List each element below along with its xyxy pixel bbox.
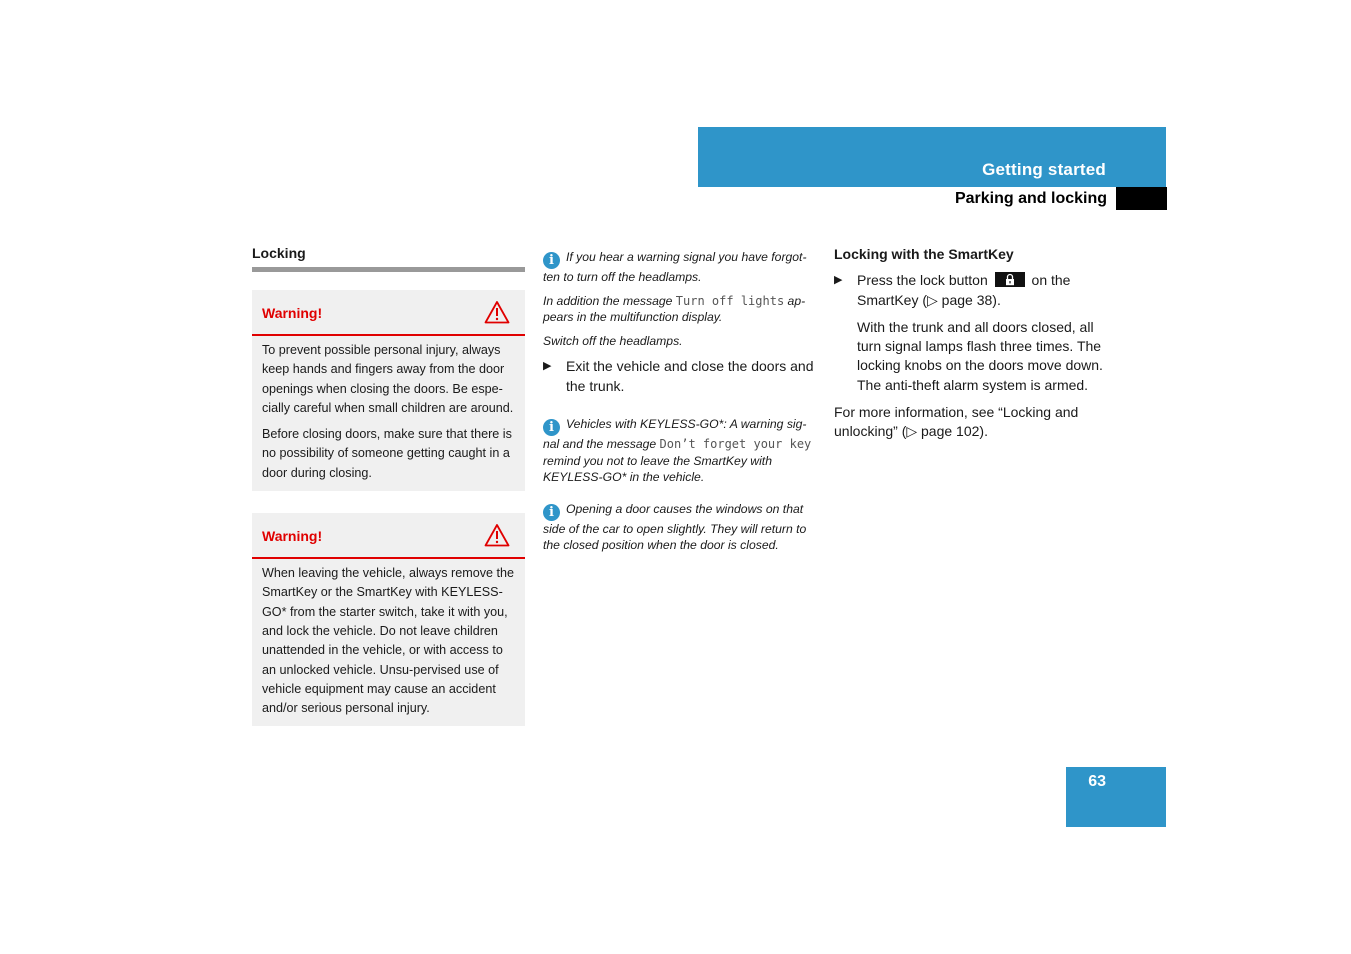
chapter-title: Getting started (982, 160, 1106, 179)
info-icon: i (543, 419, 560, 436)
note-text: remind you not to leave the SmartKey with KEYLESS-GO* in the vehicle. (543, 453, 772, 485)
warning-label: Warning! (262, 528, 323, 545)
info-icon: i (543, 252, 560, 269)
info-note-windows (543, 501, 815, 554)
info-note-message (543, 293, 815, 326)
step-text: Exit the vehicle and close the doors and the trunk. (566, 358, 814, 394)
note-text: In addition the message (543, 293, 676, 308)
warning-paragraph: Before closing doors, make sure that there is no possibility of someone getting caught in a door during closing. (262, 427, 512, 480)
info-note-headlamps (543, 249, 815, 286)
display-message: Turn off lights (675, 293, 785, 308)
chapter-band (698, 127, 1166, 187)
bullet-triangle-icon: ▶ (543, 360, 552, 373)
info-note-keyless-go (543, 416, 815, 486)
warning-header (252, 290, 525, 336)
display-message: Don’t forget your key (659, 436, 812, 451)
warning-body (252, 559, 525, 726)
warning-triangle-icon (484, 300, 510, 324)
page-number-band (1066, 767, 1166, 827)
note-text: Opening a door causes the windows on that side of the car to open slightly. They will return to the closed position when the door is closed. (543, 501, 807, 553)
bullet-triangle-icon: ▶ (834, 274, 843, 287)
right-column (834, 245, 1108, 442)
warning-label: Warning! (262, 305, 323, 321)
left-column (252, 245, 525, 726)
middle-column (543, 249, 815, 561)
warning-triangle-icon (484, 523, 510, 547)
note-text: If you hear a warning signal you have forgot-ten to turn off the headlamps. (543, 250, 807, 284)
note-text: Vehicles with KEYLESS-GO*: A warning sig-nal and the message (543, 416, 807, 451)
locking-heading: Locking (252, 245, 306, 261)
lock-button-icon (995, 272, 1025, 287)
warning-body (252, 336, 525, 491)
step-text: Press the lock button (857, 272, 988, 289)
step-press-lock (834, 271, 1108, 310)
step-text: on the SmartKey (▷ page 38). (857, 272, 1071, 308)
warning-paragraph: To prevent possible personal injury, always keep hands and fingers away from the door openings when closing the doors. Be espe-cially careful when small children are around. (262, 343, 514, 415)
step-exit-vehicle (543, 357, 815, 396)
info-note-switch-off: Switch off the headlamps. (543, 333, 683, 348)
warning-paragraph: When leaving the vehicle, always remove the SmartKey or the SmartKey with KEYLESS-GO* from the starter switch, take it with you, and lock the vehicle. Do not leave children unattended in the vehicle, or with access to an unlocked vehicle. Unsu-pervised use of vehicle equipment may cause an accident and/or serious personal injury. (262, 566, 515, 716)
note-text: ap-pears in the multifunction display. (543, 293, 806, 325)
warning-box-doors (252, 290, 525, 491)
step-result: With the trunk and all doors closed, all turn signal lamps flash three times. The locking knobs on the doors move down. The anti-theft alarm system is armed. (857, 318, 1103, 393)
info-icon: i (543, 504, 560, 521)
smartkey-heading: Locking with the SmartKey (834, 246, 1014, 262)
section-marker (1116, 187, 1167, 210)
lock-icon (1005, 273, 1015, 286)
more-info-text: For more information, see “Locking and unlocking” (▷ page 102). (834, 404, 1079, 440)
warning-header (252, 513, 525, 559)
page-number: 63 (1088, 773, 1106, 790)
warning-box-children (252, 513, 525, 726)
section-title: Parking and locking (954, 190, 1107, 207)
heading-rule (252, 267, 525, 272)
